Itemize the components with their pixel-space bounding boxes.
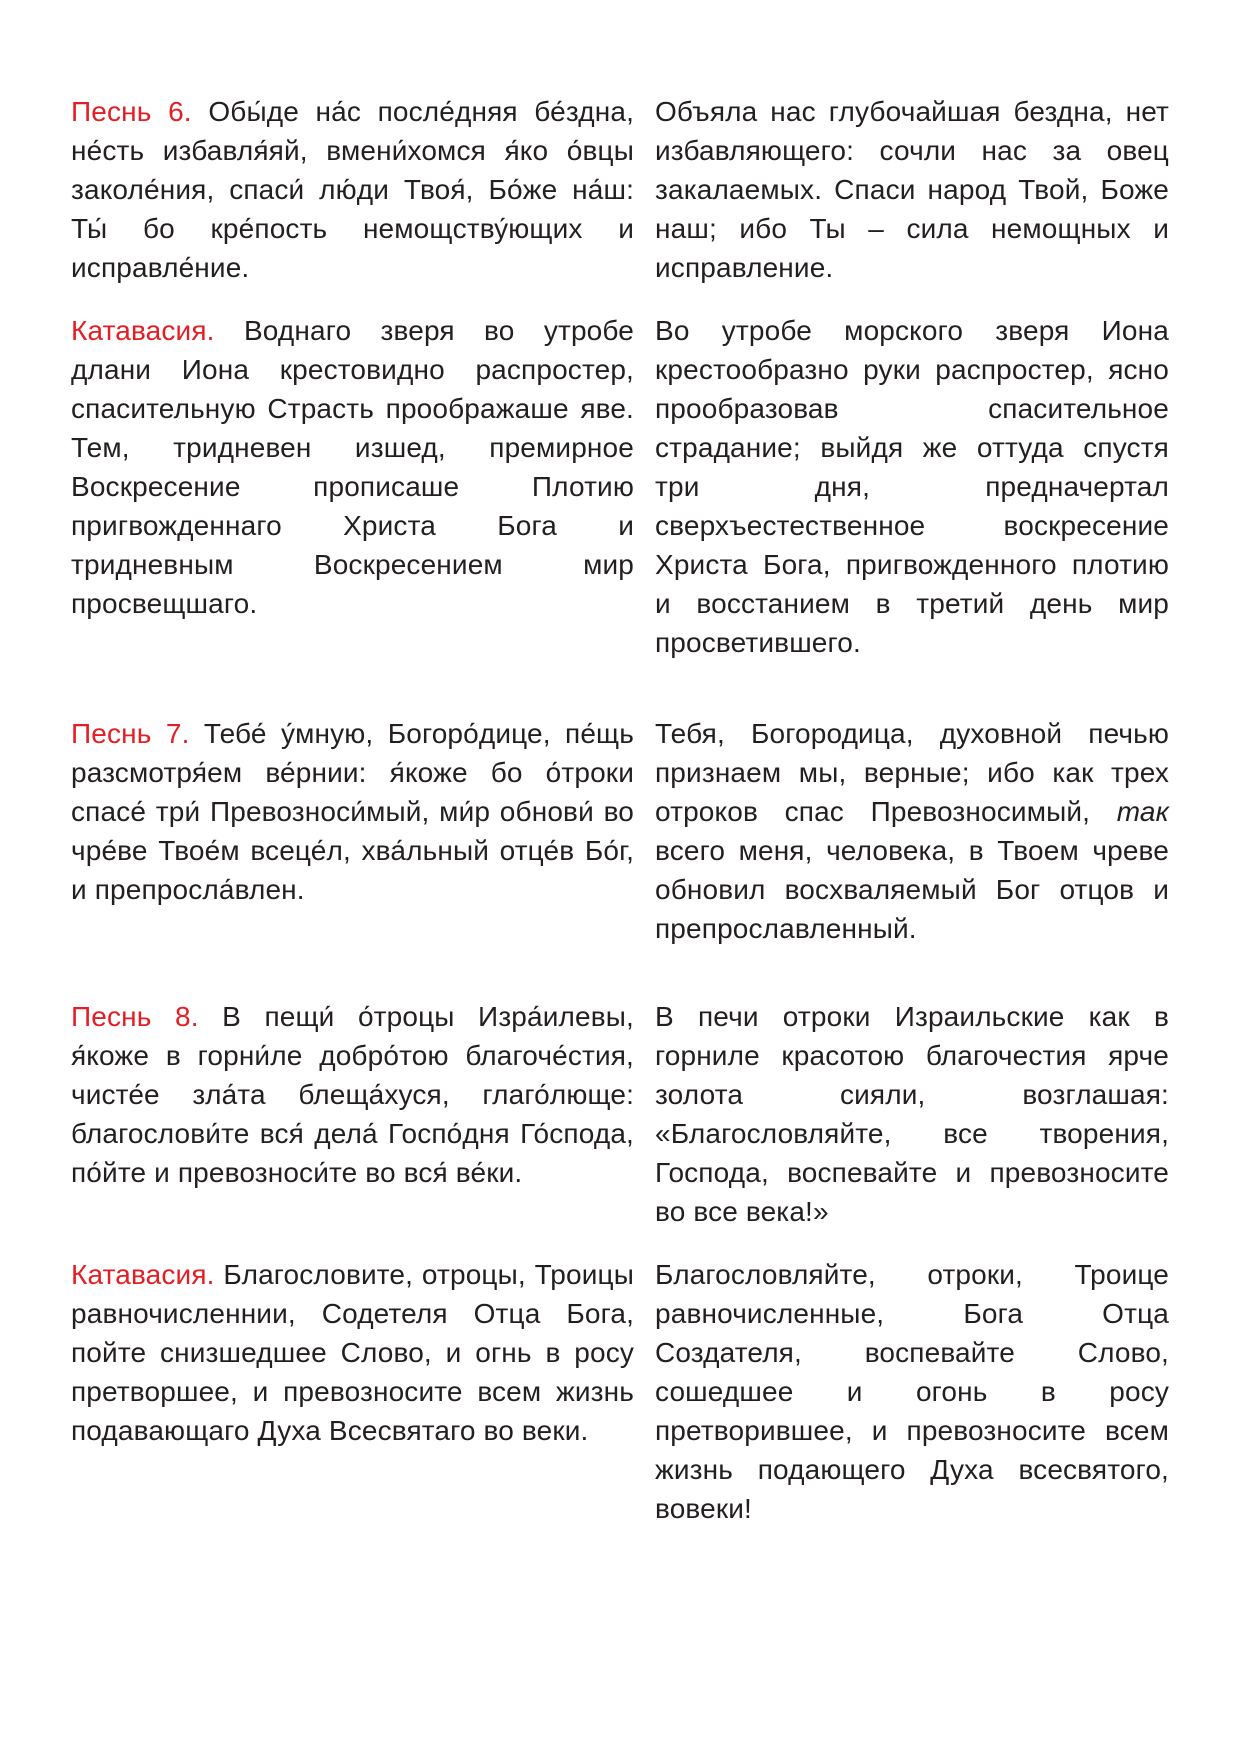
russian-text: В печи отроки Израильские как в горниле красотою благочестия ярче золота сияли, возглашая: «Благословляйте, все творения, Господа, воспевайте и превозносите во все века!» bbox=[655, 1001, 1169, 1227]
section-label: Катавасия. bbox=[71, 1259, 215, 1290]
slavonic-text bbox=[71, 311, 634, 623]
section-label: Песнь 8. bbox=[71, 1001, 199, 1032]
section-song-8 bbox=[71, 997, 1169, 1231]
slavonic-text bbox=[71, 997, 634, 1192]
slavonic-body: Тебе́ у́мную, Богоро́дице, пе́щь разсмотря́ем ве́рнии: я́коже бо о́троки спасе́ три́ Превозноси́мый, ми́р обнови́ во чре́ве Твое́м всеце́л, хва́льный отце́в Бо́г, и препросла́влен. bbox=[71, 718, 634, 905]
russian-text bbox=[655, 714, 1169, 948]
section-song-6 bbox=[71, 92, 1169, 287]
russian-body-end: всего меня, человека, в Твоем чреве обновил восхваляемый Бог отцов и препрославленный. bbox=[655, 835, 1169, 944]
slavonic-body: Воднаго зверя во утробе длани Иона крестовидно распростер, спасительную Страсть проображаше яве. Тем, тридневен изшед, премирное Воскресение прописаше Плотию пригвожденнаго Христа Бога и тридневным Воскресением мир просвещшаго. bbox=[71, 315, 634, 619]
slavonic-body: В пещи́ о́троцы Изра́илевы, я́коже в горни́ле добро́тою благоче́стия, чисте́е зла́та блеща́хуся, глаго́люще: благослови́те вся́ дела́ Госпо́дня Го́спода, по́йте и превозноси́те во вся́ ве́ки. bbox=[71, 1001, 634, 1188]
slavonic-text bbox=[71, 1255, 634, 1450]
russian-text: Во утробе морского зверя Иона крестообразно руки распростер, ясно прообразовав спасительное страдание; выйдя же оттуда спустя три дня, предначертал сверхъестественное воскресение Христа Бога, пригвожденного плотию и восстанием в третий день мир просветившего. bbox=[655, 315, 1169, 658]
slavonic-body: Благословите, отроцы, Троицы равночисленнии, Содетеля Отца Бога, пойте снизшедшее Слово, и огнь в росу претворшее, и превозносите всем жизнь подавающаго Духа Всесвятаго во веки. bbox=[71, 1259, 634, 1446]
slavonic-text bbox=[71, 714, 634, 909]
section-label: Катавасия. bbox=[71, 315, 215, 346]
russian-text: Объяла нас глубочайшая бездна, нет избавляющего: сочли нас за овец закалаемых. Спаси народ Твой, Боже наш; ибо Ты – сила немощных и исправление. bbox=[655, 96, 1169, 283]
russian-italic-word: так bbox=[1116, 796, 1169, 827]
slavonic-text bbox=[71, 92, 634, 287]
section-katavasia-6 bbox=[71, 311, 1169, 662]
slavonic-body: Обы́де на́с после́дняя бе́здна, не́сть избавля́яй, вмени́хомся я́ко о́вцы заколе́ния, спаси́ лю́ди Твоя́, Бо́же на́ш: Ты́ бо кре́пость немощству́ющих и исправле́ние. bbox=[71, 96, 634, 283]
russian-text: Благословляйте, отроки, Троице равночисленные, Бога Отца Создателя, воспевайте Слово, сошедшее и огонь в росу претворившее, и превозносите всем жизнь подающего Духа всесвятого, вовеки! bbox=[655, 1259, 1169, 1524]
section-label: Песнь 7. bbox=[71, 718, 190, 749]
section-katavasia-8 bbox=[71, 1255, 1169, 1528]
section-song-7 bbox=[71, 714, 1169, 948]
russian-body-start: Тебя, Богородица, духовной печью признаем мы, верные; ибо как трех отроков спас Превозносимый, bbox=[655, 718, 1169, 827]
document-page bbox=[71, 92, 1169, 1528]
section-label: Песнь 6. bbox=[71, 96, 192, 127]
